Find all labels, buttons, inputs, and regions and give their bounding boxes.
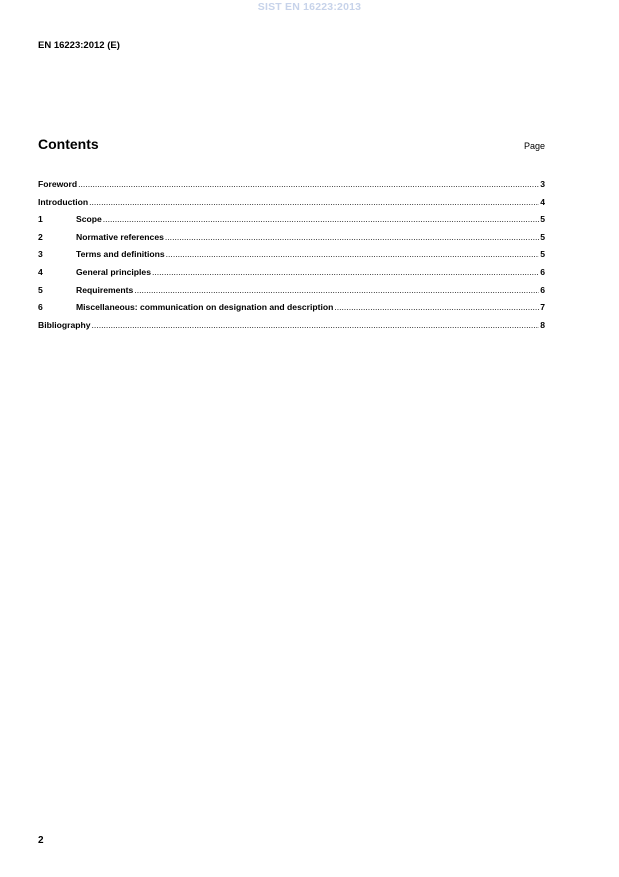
toc-entry-page: 8 xyxy=(540,319,545,330)
toc-entry-bibliography[interactable] xyxy=(38,317,545,335)
toc-entry-number: 6 xyxy=(38,302,43,313)
toc-entry-miscellaneous[interactable] xyxy=(38,299,545,317)
toc-entry-number: 3 xyxy=(38,249,43,260)
toc-entry-foreword[interactable] xyxy=(38,176,545,194)
toc-entry-page: 3 xyxy=(540,179,545,189)
toc-dot-leader xyxy=(78,176,539,194)
toc-entry-title: Normative references xyxy=(76,231,164,242)
toc-entry-title: Scope xyxy=(76,214,102,225)
toc-dot-leader xyxy=(166,246,540,264)
toc-dot-leader xyxy=(165,229,539,247)
page-column-label: Page xyxy=(523,141,545,151)
toc-dot-leader xyxy=(152,264,539,282)
toc-entry-page: 5 xyxy=(540,249,545,260)
toc-entry-page: 6 xyxy=(540,266,545,277)
toc-dot-leader xyxy=(92,317,540,335)
toc-entry-page: 5 xyxy=(540,231,545,242)
toc-entry-title: Terms and definitions xyxy=(76,249,165,260)
toc-entry-title: Foreword xyxy=(38,179,78,189)
toc-dot-leader xyxy=(89,194,539,212)
toc-entry-page: 6 xyxy=(540,284,545,295)
toc-dot-leader xyxy=(134,282,539,300)
toc-entry-number: 1 xyxy=(38,214,43,225)
toc-entry-normative-references[interactable] xyxy=(38,229,545,247)
toc-entry-page: 4 xyxy=(540,196,545,207)
toc-entry-title: Introduction xyxy=(38,196,89,207)
toc-entry-general-principles[interactable] xyxy=(38,264,545,282)
toc-entry-terms-and-definitions[interactable] xyxy=(38,246,545,264)
toc-entry-title: Requirements xyxy=(76,284,134,295)
toc-entry-requirements[interactable] xyxy=(38,282,545,300)
toc-dot-leader xyxy=(103,211,539,229)
toc-entry-title: Bibliography xyxy=(38,319,91,330)
table-of-contents xyxy=(38,176,545,334)
toc-entry-title: Miscellaneous: communication on designation and description xyxy=(76,302,334,313)
toc-entry-page: 5 xyxy=(540,214,545,225)
contents-heading: Contents xyxy=(38,136,99,152)
page-number: 2 xyxy=(38,835,44,846)
toc-entry-number: 4 xyxy=(38,266,43,277)
toc-entry-scope[interactable] xyxy=(38,211,545,229)
toc-entry-introduction[interactable] xyxy=(38,194,545,212)
toc-dot-leader xyxy=(334,299,539,317)
toc-entry-number: 5 xyxy=(38,284,43,295)
document-id: EN 16223:2012 (E) xyxy=(38,40,120,51)
toc-entry-page: 7 xyxy=(540,302,545,313)
toc-entry-title: General principles xyxy=(76,266,151,277)
toc-entry-number: 2 xyxy=(38,231,43,242)
watermark: SIST EN 16223:2013 xyxy=(257,1,362,13)
